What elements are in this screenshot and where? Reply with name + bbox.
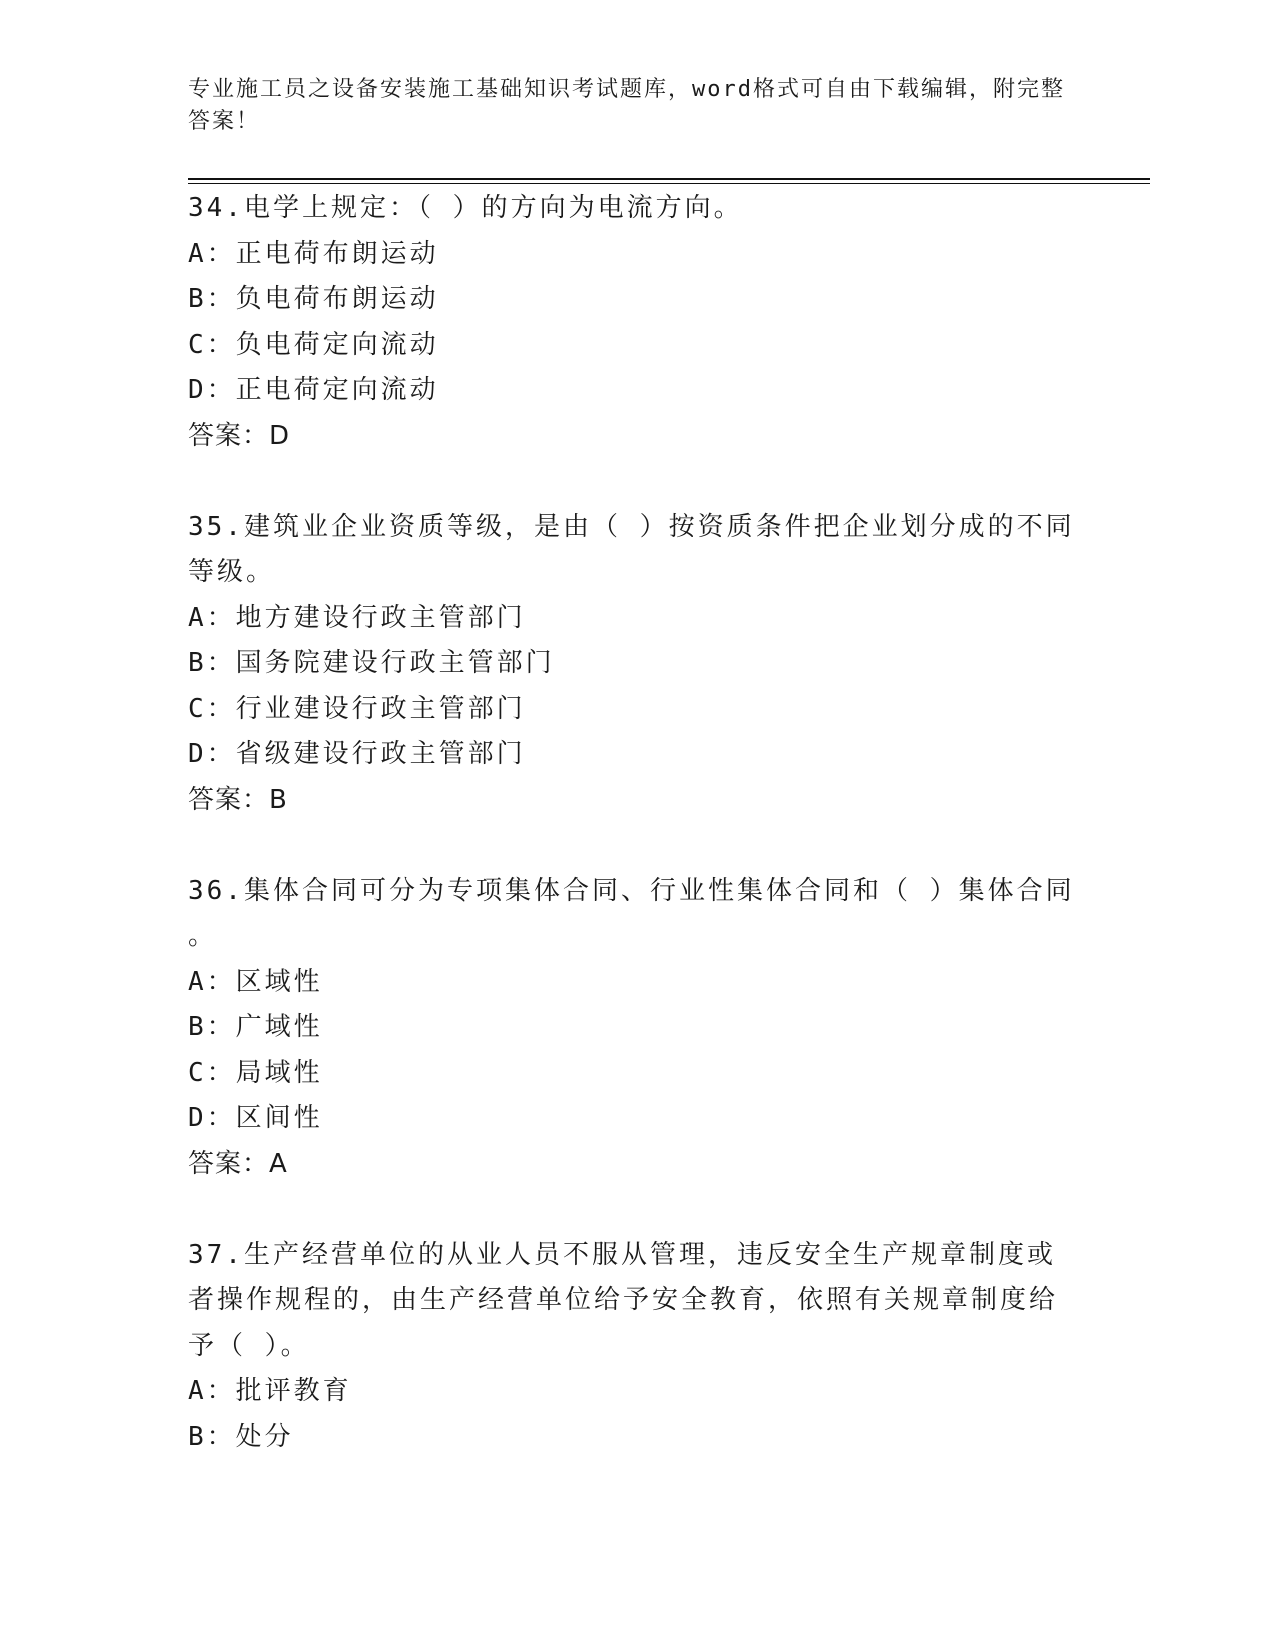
question-list xyxy=(188,186,1078,1506)
option-a: A：批评教育 xyxy=(188,1376,352,1406)
option-b: B：广域性 xyxy=(188,1012,323,1042)
option-d: D：区间性 xyxy=(188,1103,323,1133)
option-b: B：国务院建设行政主管部门 xyxy=(188,648,555,678)
question-text: 37.生产经营单位的从业人员不服从管理，违反安全生产规章制度或者操作规程的，由生产经营单位给予安全教育，依照有关规章制度给予（ ）。 xyxy=(188,1239,1059,1361)
question-item xyxy=(188,186,1078,459)
option-d: D：省级建设行政主管部门 xyxy=(188,739,526,769)
question-item xyxy=(188,1233,1078,1461)
option-c: C：负电荷定向流动 xyxy=(188,329,439,360)
answer: 答案：A xyxy=(188,1148,288,1179)
header-divider-thick xyxy=(188,178,1150,180)
option-a: A：区域性 xyxy=(188,966,323,997)
option-b: B：处分 xyxy=(188,1421,294,1452)
question-text: 35.建筑业企业资质等级，是由（ ）按资质条件把企业划分成的不同等级。 xyxy=(188,511,1075,587)
option-c: C：局域性 xyxy=(188,1057,323,1088)
answer: 答案：D xyxy=(188,420,291,451)
question-item xyxy=(188,869,1078,1188)
answer: 答案：B xyxy=(188,784,288,815)
header-note: 专业施工员之设备安装施工基础知识考试题库，word格式可自由下载编辑，附完整答案！ xyxy=(188,77,1065,134)
question-item xyxy=(188,505,1078,824)
header-divider-thin xyxy=(188,183,1150,184)
option-d: D：正电荷定向流动 xyxy=(188,375,439,405)
option-a: A：正电荷布朗运动 xyxy=(188,238,439,269)
option-c: C：行业建设行政主管部门 xyxy=(188,693,526,724)
question-text: 34.电学上规定：（ ）的方向为电流方向。 xyxy=(188,193,743,223)
option-b: B：负电荷布朗运动 xyxy=(188,284,439,314)
option-a: A：地方建设行政主管部门 xyxy=(188,602,526,633)
question-text: 36.集体合同可分为专项集体合同、行业性集体合同和（ ）集体合同 。 xyxy=(188,875,1075,951)
